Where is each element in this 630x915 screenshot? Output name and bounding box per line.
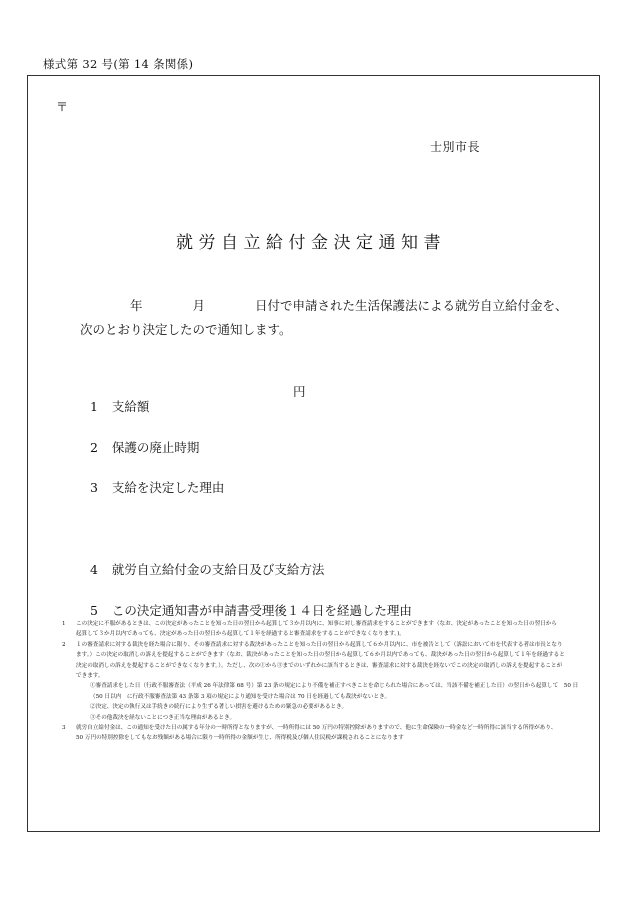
note-subitem: （50 日以内 に行政不服審査法第 43 条第 3 項の規定により通知を受けた場合は 70 日を経過しても裁決がないとき。 — [90, 693, 391, 700]
note-line: 決定の取消しの訴えを提起することができなくなります。）。ただし、次の①から③までのいずれかに該当するときは、審査請求に対する裁決を経ないでこの決定の取消しの訴えを提起することが — [76, 662, 563, 669]
form-number: 様式第 32 号(第 14 条関係) — [43, 57, 194, 71]
item-label: この決定通知書が申請書受理後１４日を経過した理由 — [111, 603, 412, 618]
item-number: 1 — [89, 399, 98, 414]
item-number: 4 — [89, 562, 98, 577]
item-abolition-date — [82, 423, 199, 456]
postal-mark: 〒 — [56, 100, 69, 114]
item-number: 5 — [89, 603, 98, 618]
item-number: 3 — [89, 480, 98, 495]
yen-unit: 円 — [293, 384, 306, 399]
note-line: 50 万円の特別控除をしてもなお残額がある場合に限り一時所得の金額が生じ、所得税及び個人住民税が課税されることになります — [76, 735, 404, 742]
note-number: 2 — [62, 641, 66, 648]
item-label: 支給額 — [111, 399, 150, 414]
note-number: 1 — [62, 621, 66, 627]
note-line: 就労自立給付金は、この通知を受けた日の属する年分の一時所得となりますが、一時所得には 50 万円の特別控除がありますので、他に生命保険の一時金など一時所得に該当する所得があり、 — [76, 725, 557, 732]
note-line: １の審査請求に対する裁決を経た場合に限り、その審査請求に対する裁決があったことを知った日の翌日から起算して６か月以内に、市を被告として（訴訟において市を代表する者は市長となり — [76, 641, 563, 648]
item-label: 保護の廃止時期 — [111, 440, 200, 455]
item-number: 2 — [89, 440, 98, 455]
item-label: 支給を決定した理由 — [111, 480, 225, 495]
intro-line-1: 年 月 日付で申請された生活保護法による就労自立給付金を、 — [80, 298, 568, 313]
issuer-name: 士別市長 — [430, 140, 481, 154]
intro-line-2: 次のとおり決定したので通知します。 — [80, 322, 292, 337]
note-item — [62, 723, 582, 744]
notes-section — [62, 619, 582, 744]
note-line: できます。 — [76, 673, 104, 680]
note-line: 起算して３か月以内であっても、決定があった日の翌日から起算して１年を経過すると審査請求をすることができなくなります。)。 — [76, 631, 405, 638]
note-subitem: ①審査請求をした日（行政不服審査法（平成 26 年法律第 68 号）第 23 条の規定により不備を補正すべきことを命じられた場合にあっては、当該不備を補正した日）の翌日から起算して 50 日 — [90, 683, 579, 690]
item-payment-method — [82, 545, 324, 578]
item-delay-reason — [82, 586, 412, 619]
note-number: 3 — [62, 725, 66, 732]
item-label: 就労自立給付金の支給日及び支給方法 — [111, 562, 325, 577]
document-title: 就労自立給付金決定通知書 — [176, 233, 446, 253]
note-line: ます。）この決定の取消しの訴えを提起することができます（なお、裁決があったことを知った日の翌日から起算して６か月以内であっても、裁決があった日の翌日から起算して１年を経過すると — [76, 652, 565, 659]
note-item — [62, 640, 582, 723]
note-line: この決定に不服があるときは、この決定があったことを知った日の翌日から起算して３か月以内に、知事に対し審査請求をすることができます（なお、決定があったことを知った日の翌日から — [76, 621, 557, 627]
note-subitem: ②決定、決定の執行又は手続きの続行により生ずる著しい損害を避けるための緊急の必要があるとき。 — [90, 704, 348, 711]
note-item — [62, 619, 582, 640]
note-subitem: ③その他裁決を経ないことにつき正当な理由があるとき。 — [90, 714, 236, 721]
item-reason — [82, 463, 224, 496]
